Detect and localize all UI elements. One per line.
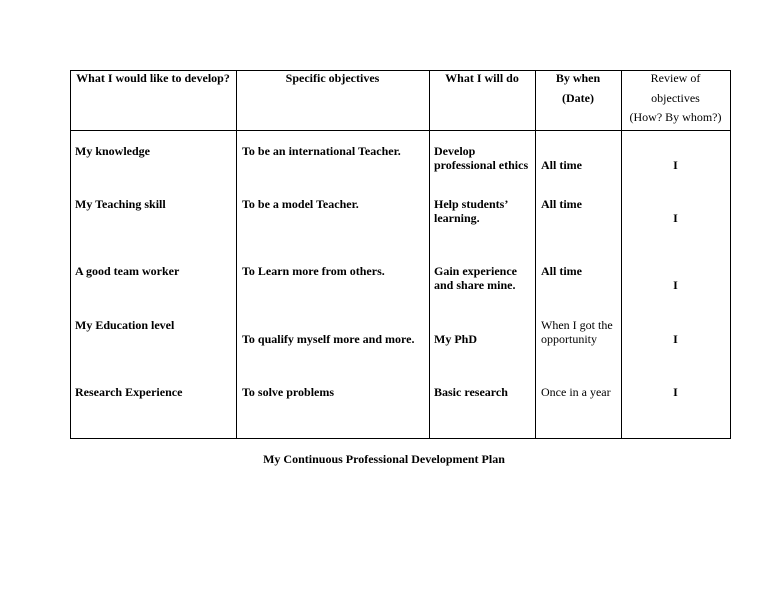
when-cell: When I got the [541,318,613,332]
objective-cell: To solve problems [242,385,335,399]
table-bottom-border [70,438,731,439]
objective-cell: To be a model Teacher. [242,197,359,211]
develop-cell: A good team worker [75,264,180,278]
develop-cell: My Education level [75,318,175,332]
header-will-do: What I will do [445,71,519,85]
header-develop: What I would like to develop? [76,71,230,85]
header-review: Review of [650,71,701,85]
action-cell: Help students’ [434,197,509,211]
column-border [535,70,536,438]
develop-cell: My knowledge [75,144,150,158]
header-objectives: Specific objectives [285,71,380,85]
when-cell: All time [541,264,582,278]
header-date: (Date) [562,91,594,105]
objective-cell: To Learn more from others. [242,264,385,278]
review-cell: I [673,158,678,172]
review-cell: I [673,332,678,346]
when-cell: Once in a year [541,385,611,399]
header-by-when: By when [555,71,601,85]
review-cell: I [673,211,678,225]
header-divider [70,130,731,131]
when-cell: All time [541,197,582,211]
objective-cell: To qualify myself more and more. [242,332,415,346]
when-cell: opportunity [541,332,597,346]
action-cell: Gain experience [434,264,517,278]
review-cell: I [673,385,678,399]
when-cell: All time [541,158,582,172]
develop-cell: Research Experience [75,385,183,399]
column-border [70,70,71,438]
column-border [621,70,622,438]
column-border [730,70,731,438]
column-border [429,70,430,438]
header-review: objectives [651,91,700,105]
column-border [236,70,237,438]
review-cell: I [673,278,678,292]
action-cell: and share mine. [434,278,516,292]
action-cell: learning. [434,211,480,225]
table-caption: My Continuous Professional Development Plan [263,452,505,466]
develop-cell: My Teaching skill [75,197,166,211]
action-cell: Develop [434,144,476,158]
action-cell: Basic research [434,385,508,399]
header-review: (How? By whom?) [629,110,722,124]
action-cell: professional ethics [434,158,529,172]
objective-cell: To be an international Teacher. [242,144,401,158]
action-cell: My PhD [434,332,477,346]
